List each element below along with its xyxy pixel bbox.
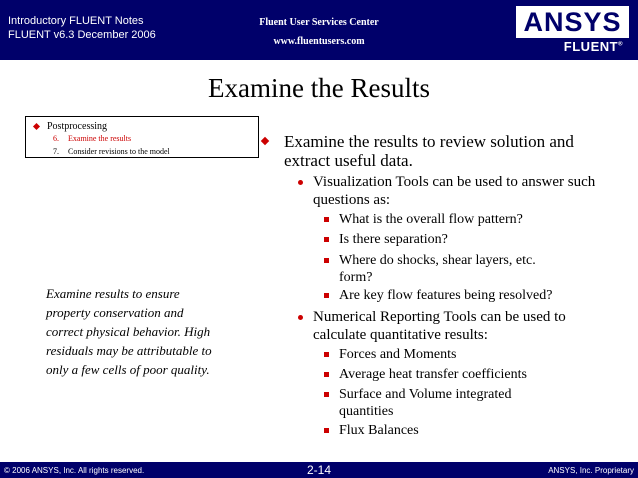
footer-bar [0, 462, 638, 478]
side-note: Examine results to ensure property conservation and correct physical behavior. High residuals may be attributable to only a few cells of poor quality. [46, 286, 212, 377]
course-version: FLUENT v6.3 December 2006 [8, 29, 156, 41]
viz-tools-text: Visualization Tools can be used to answer such questions as: [313, 174, 596, 208]
fluent-wordmark: FLUENT® [563, 39, 623, 54]
process-nav-box [25, 116, 259, 158]
page-number: 2-14 [306, 463, 332, 477]
nav-item-examine-results[interactable]: 6. Examine the results [53, 134, 132, 143]
copyright: © 2006 ANSYS, Inc. All rights reserved. [4, 466, 145, 475]
square-bullet-icon [324, 258, 329, 263]
course-title: Introductory FLUENT Notes [8, 15, 144, 27]
ansys-fluent-logo [516, 6, 629, 56]
proprietary-notice: ANSYS, Inc. Proprietary [548, 466, 634, 475]
round-bullet-icon [298, 180, 303, 185]
square-bullet-icon [324, 293, 329, 298]
services-url[interactable]: www.fluentusers.com [273, 36, 365, 47]
diamond-bullet-icon [261, 137, 269, 145]
services-title: Fluent User Services Center [259, 17, 379, 28]
header-bar [0, 0, 638, 60]
square-bullet-icon [324, 372, 329, 377]
square-bullet-icon [324, 217, 329, 222]
slide-title: Examine the Results [208, 73, 430, 103]
nav-heading-label: Postprocessing [47, 121, 107, 132]
diamond-bullet-icon [33, 123, 40, 130]
nav-heading [34, 121, 107, 132]
main-bullet-text: Examine the results to review solution and extract useful data. [284, 132, 574, 170]
square-bullet-icon [324, 352, 329, 357]
nav-item-consider-revisions[interactable]: 7. Consider revisions to the model [53, 147, 170, 156]
round-bullet-icon [298, 315, 303, 320]
numerical-tools-text: Numerical Reporting Tools can be used to calculate quantitative results: [313, 309, 566, 343]
ansys-wordmark: ANSYS [516, 6, 629, 38]
square-bullet-icon [324, 392, 329, 397]
square-bullet-icon [324, 237, 329, 242]
square-bullet-icon [324, 428, 329, 433]
